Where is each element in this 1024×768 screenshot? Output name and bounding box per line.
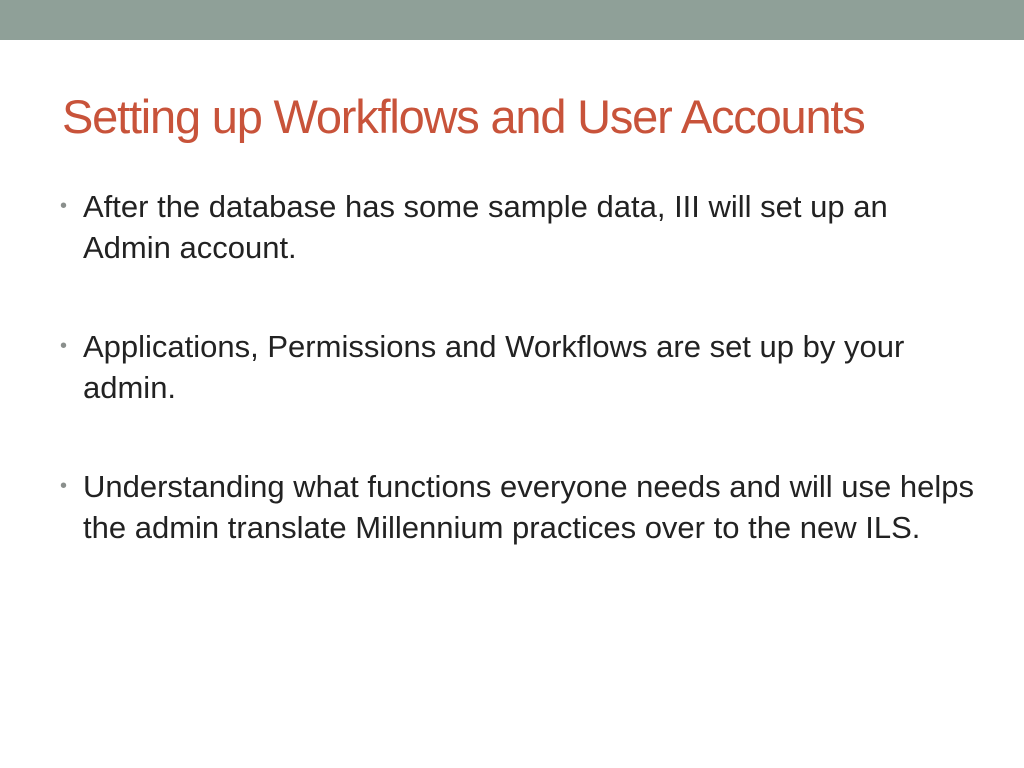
bullet-text: Understanding what functions everyone needs and will use helps the admin translate Millennium practices over to the new ILS. bbox=[83, 469, 974, 545]
top-accent-band bbox=[0, 0, 1024, 40]
bullet-item bbox=[60, 466, 980, 548]
bullet-item bbox=[60, 326, 980, 408]
bullet-dot-icon: • bbox=[60, 195, 68, 217]
bullet-dot-icon: • bbox=[60, 335, 68, 357]
bullet-text: After the database has some sample data, III will set up an Admin account. bbox=[83, 189, 888, 265]
bullet-text: Applications, Permissions and Workflows are set up by your admin. bbox=[83, 329, 905, 405]
bullet-list bbox=[60, 186, 980, 606]
bullet-item bbox=[60, 186, 980, 268]
bullet-dot-icon: • bbox=[60, 475, 68, 497]
slide-title: Setting up Workflows and User Accounts bbox=[62, 90, 865, 143]
